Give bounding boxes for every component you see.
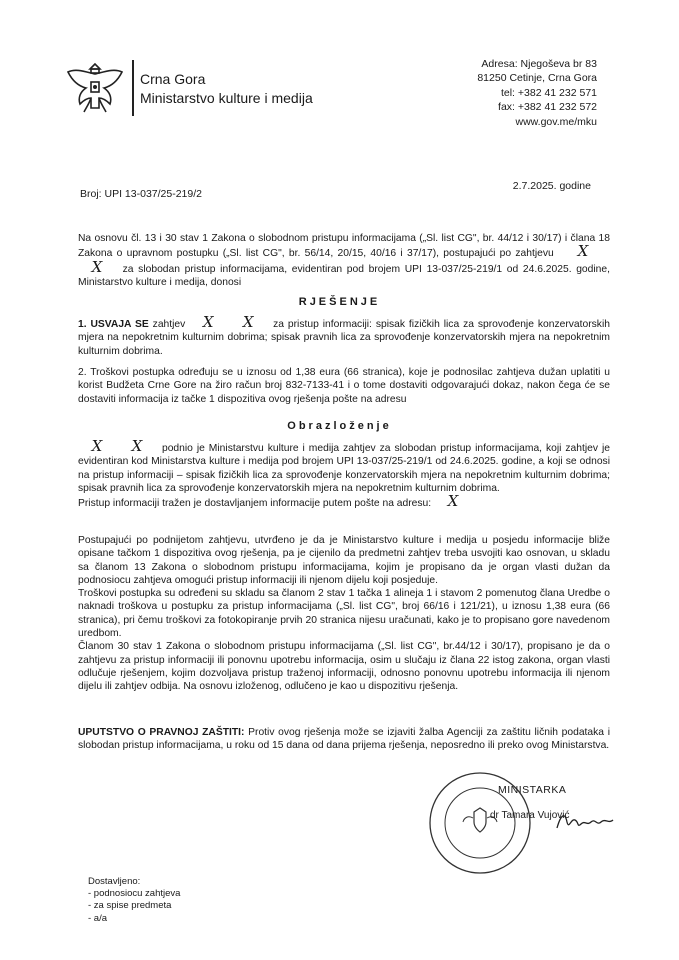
signatory-name: dr Tamara Vujović [490, 810, 570, 821]
redacted-surname: X [242, 313, 256, 331]
document-date: 2.7.2025. godine [512, 180, 591, 192]
reason2-text: Pristup informaciji tražen je dostavljanjem informacije putem pošte na adresu: [78, 498, 432, 510]
organization-name [140, 70, 313, 108]
header-divider [132, 60, 134, 116]
delivered-title: Dostavljeno: [88, 876, 141, 887]
address-web: www.gov.me/mku [515, 115, 597, 128]
address-line: Adresa: Njegoševa br 83 [481, 58, 597, 70]
delivered-item: - podnosiocu zahtjeva [88, 888, 181, 900]
reason4-text: Troškovi postupka su određeni su skladu sa članom 2 stav 1 tačka 1 alineja 1 i stavom 2 pomenutog člana Uredbe o naknadi troškova u postupku za pristup informacijama („Sl. list CG", broj 66/16 i 121/21), u iznosu 1,38 eura (66 stranica), pri čemu troškovi za fotokopiranje prvih 20 stranica nijesu uračunati, kako je to propisano gore navedenom uredbom. [78, 588, 610, 640]
decision-title: RJEŠENJE [298, 296, 381, 308]
reason3-text: Postupajući po podnijetom zahtjevu, utvrđeno je da je Ministarstvo kulture i medija u posjedu informacije bliže opisane tačkom 1 dispozitiva ovog rješenja, pa je cijenilo da predmetni zahtjev treba usvojiti kao osnovan, u skladu sa članom 13 Zakona o slobodnom pristupu informacijama, kojim je propisano da je organ vlasti dužan da podnosiocu zahtjeva omogući pristup informaciji ili njenom dijelu koji posjeduje. [78, 535, 610, 586]
intro-text-b: za slobodan pristup informacijama, evidentiran pod brojem UPI 13-037/25-219/1 od 24.6.2025. godine, Ministarstvo kulture i medija, donosi [78, 263, 610, 288]
org-country: Crna Gora [140, 71, 206, 87]
delivered-item: - a/a [88, 912, 108, 924]
delivered-to [88, 876, 180, 925]
coat-of-arms-icon [64, 58, 126, 116]
redacted-address: X [447, 492, 461, 511]
handwritten-signature-icon [555, 808, 615, 836]
reason1-text: podnio je Ministarstvu kulture i medija zahtjev za slobodan pristup informacijama, koji zahtjev je evidentiran kod Ministarstva kulture i medija pod brojem UPI 13-037/25-219/1 od 24.6.2025. godine, a koji se odnosi na pristup informaciji – spisak fizičkih lica za sprovođenje konzervatorskih mjera na nepokretnim kulturnim dobrima; spisak pravnih lica za sprovođenje konzervatorskih mjera na nepokretnim kulturnim dobrima. [78, 443, 610, 494]
decision-item-1 [78, 313, 610, 358]
legal-remedy [78, 726, 610, 753]
intro-text-a: Na osnovu čl. 13 i 30 stav 1 Zakona o slobodnom pristupu informacijama („Sl. list CG", br. 44/12 i 30/17) i člana 18 Zakona o upravnom postupku („Sl. list CG", br. 56/14, 20/15, 40/16 i 37/17), postupajući po zahtjevu [78, 233, 610, 260]
redacted-name: X [91, 437, 105, 455]
item1-text-a: zahtjev [152, 319, 186, 330]
item2-text: 2. Troškovi postupka određuju se u iznosu od 1,38 eura (66 stranica), koje je podnosilac zahtjeva dužan uplatiti u korist Budžeta Crne Gore na žiro račun broj 832-7133-41 i o tome dostaviti odgovarajući dokaz, nakon čega će se dostaviti informacija iz tačke 1 dispozitiva ovog rješenja pošte na adresu [78, 367, 610, 405]
redacted-name: X [577, 242, 591, 261]
decision-item-2 [78, 366, 610, 406]
address-tel: tel: +382 41 232 571 [500, 86, 597, 99]
item1-text-b: za pristup informaciji: spisak fizičkih lica za sprovođenje konzervatorskih mjera na nepokretnim kulturnim dobrima; spisak pravnih lica za sprovođenje konzervatorskih mjera na nepokretnim kulturnim dobrima. [78, 319, 610, 357]
address-block [477, 57, 597, 129]
address-fax: fax: +382 41 232 572 [498, 101, 597, 114]
reasoning-paragraph-2 [78, 534, 610, 694]
reason5-text: Članom 30 stav 1 Zakona o slobodnom pristupu informacijama („Sl. list CG", br.44/12 i 30/17), propisano je da o zahtjevu za pristup informaciji ili ponovnu upotrebu informacija, osim u slučaju iz člana 22 istog zakona, organ vlasti odlučuje rješenjem, kojim dozvoljava pristup traženoj informaciji, odnosno ponovnu upotrebu informacija ili njenom dijelu ili zahtjev odbija. Na osnovu izloženog, odlučeno je kao u dispozitivu rješenja. [78, 641, 610, 693]
item1-bold: 1. USVAJA SE [78, 319, 149, 330]
reference-number: Broj: UPI 13-037/25-219/2 [80, 188, 202, 200]
signatory-role: MINISTARKA [498, 784, 567, 796]
delivered-item: - za spise predmeta [88, 900, 172, 912]
redacted-name: X [202, 313, 216, 331]
reasoning-title: Obrazloženje [287, 420, 392, 432]
address-city: 81250 Cetinje, Crna Gora [477, 72, 597, 85]
legal-remedy-label: UPUTSTVO O PRAVNOJ ZAŠTITI: [78, 727, 245, 738]
redacted-surname: X [131, 437, 145, 455]
redacted-surname: X [91, 257, 105, 276]
org-ministry: Ministarstvo kulture i medija [140, 90, 313, 106]
intro-paragraph [78, 232, 610, 289]
legal-remedy-text: Protiv ovog rješenja može se izjaviti žalba Agenciji za zaštitu ličnih podataka i slobodan pristup informacijama, u roku od 15 dana od dana prijema rješenja, neposredno ili preko ovog Ministarstva. [78, 727, 610, 752]
reasoning-paragraph-1 [78, 437, 610, 511]
